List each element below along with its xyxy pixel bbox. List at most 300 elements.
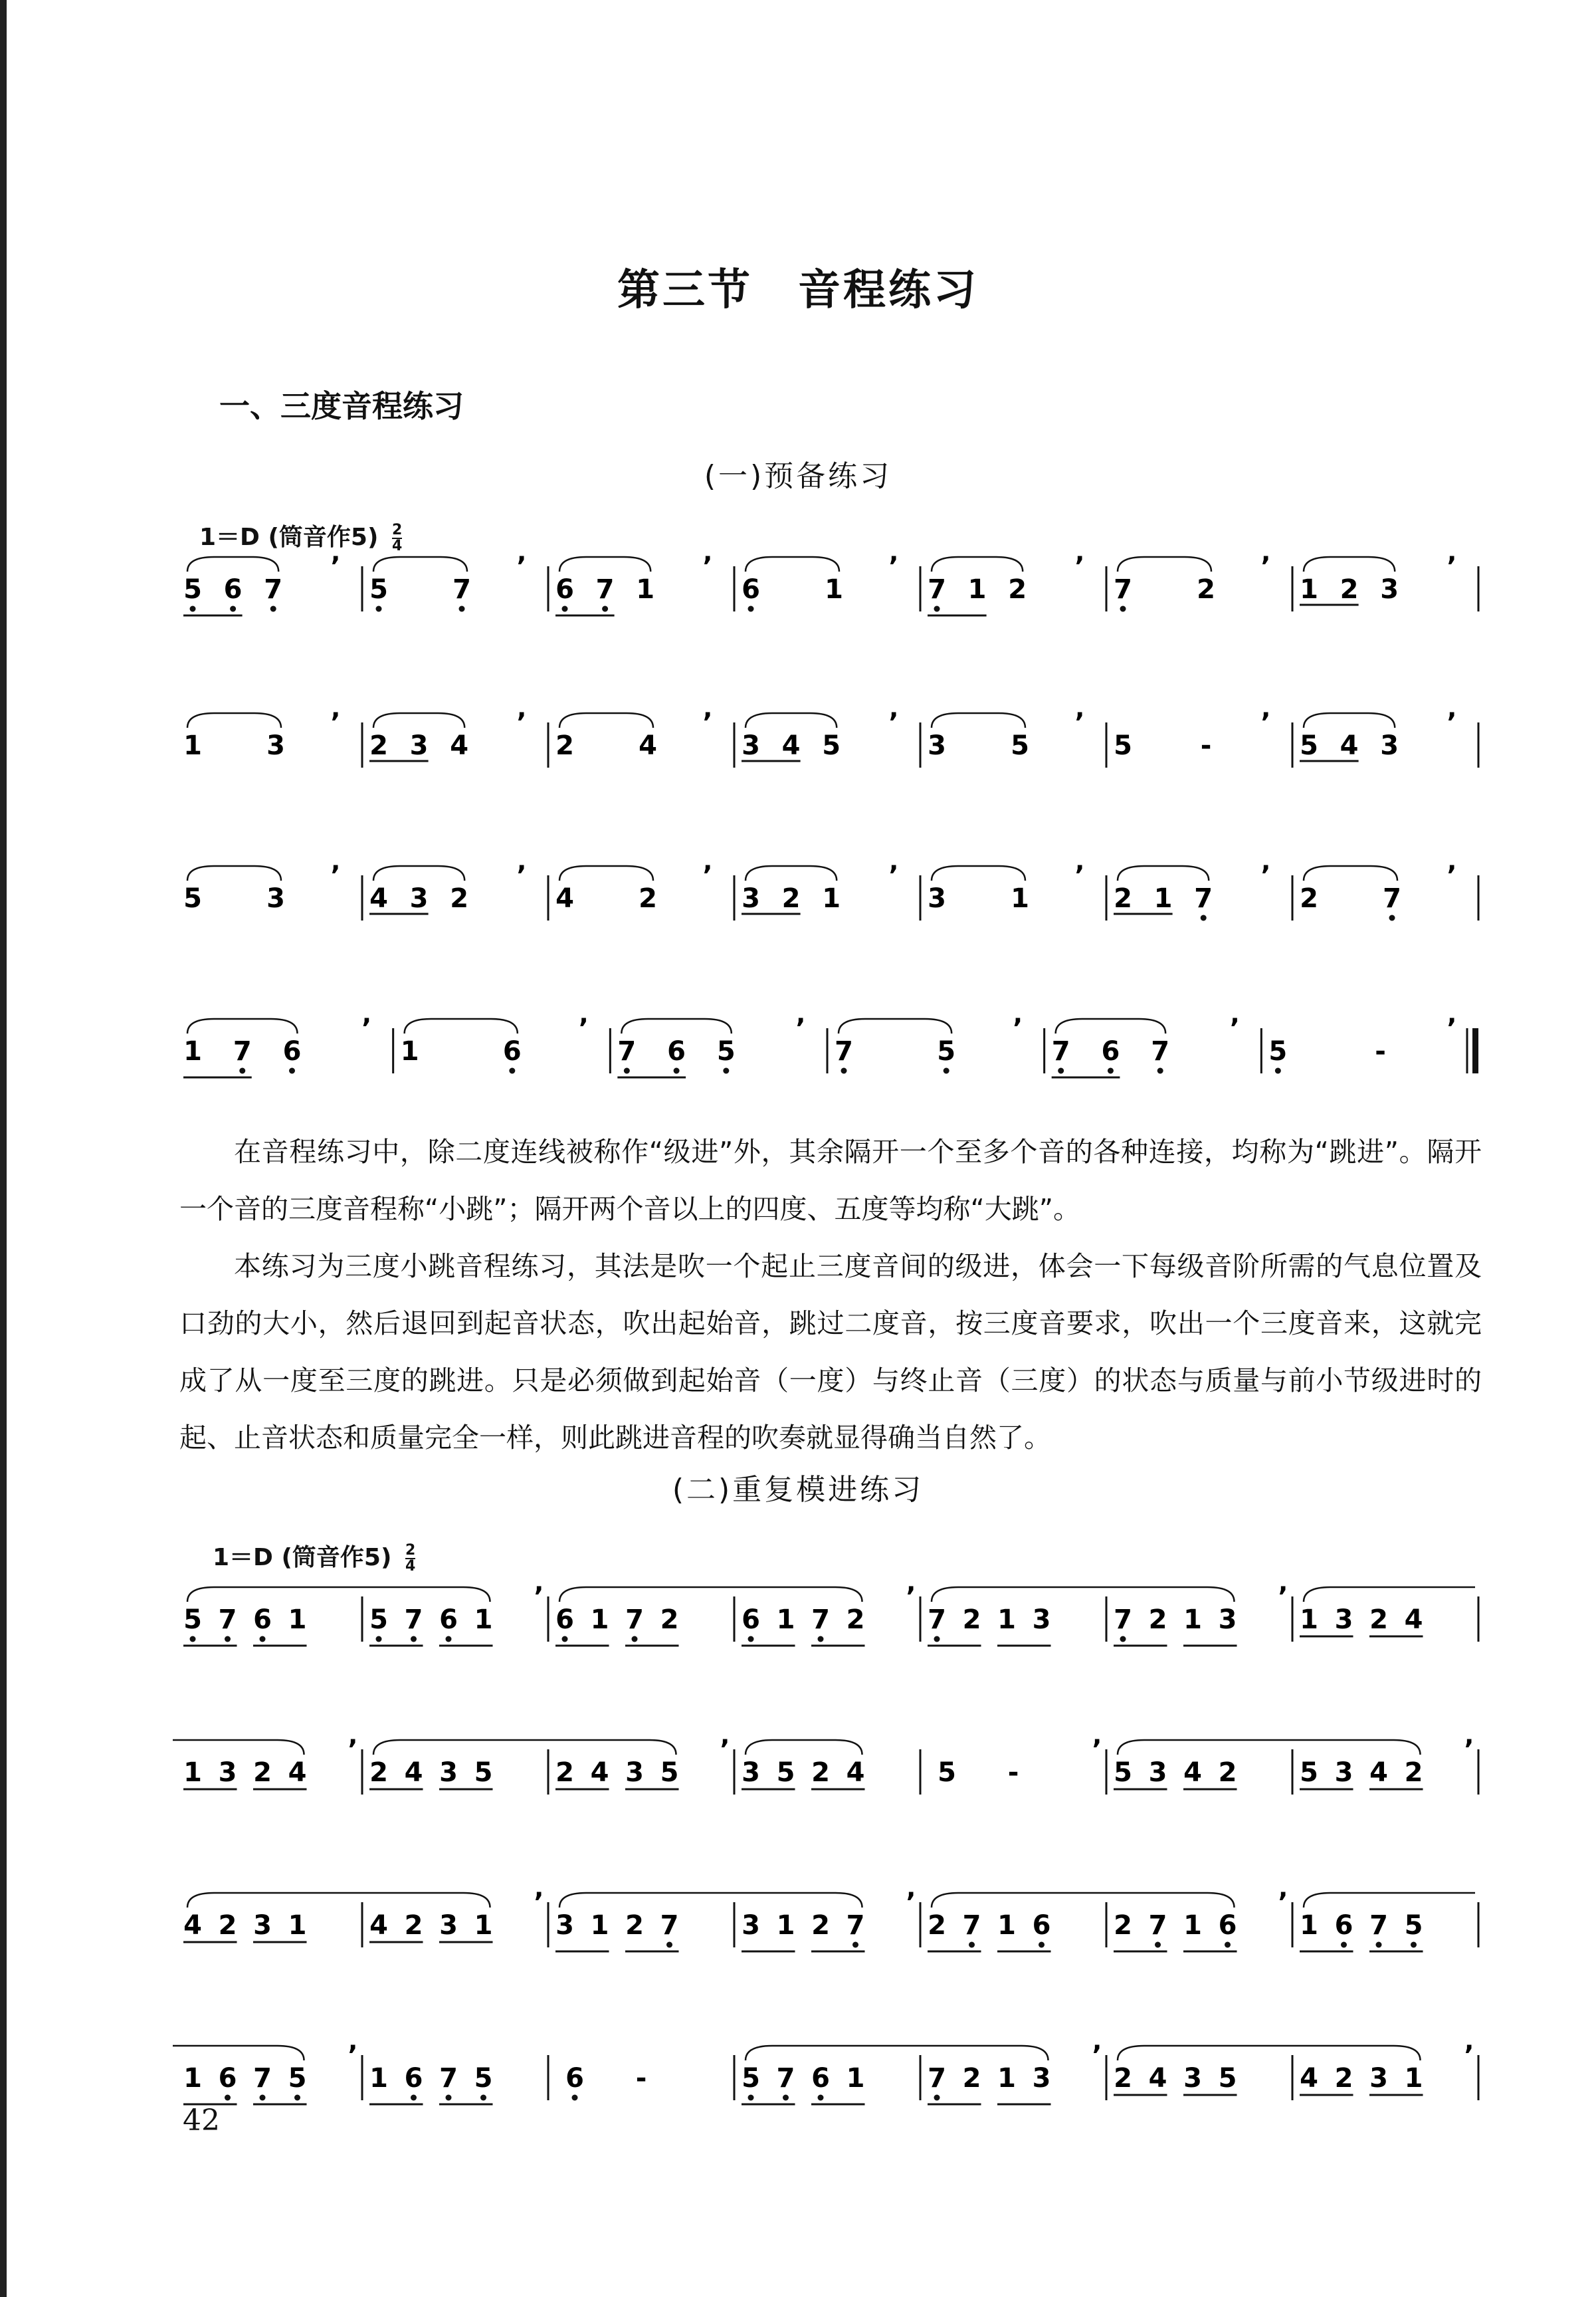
octave-dot	[818, 1636, 824, 1642]
note: 2	[962, 1604, 981, 1635]
breath-mark: ’	[888, 552, 899, 582]
breath-mark: ’	[1260, 861, 1271, 891]
slur	[932, 557, 1023, 572]
note: 1	[369, 2063, 388, 2094]
octave-dot	[289, 1068, 295, 1074]
note: 5	[1114, 730, 1132, 761]
slur	[1304, 866, 1397, 881]
breath-mark: ’	[888, 708, 899, 738]
note: 6	[555, 574, 574, 605]
note: 7	[660, 1910, 679, 1941]
note: 7	[617, 1036, 637, 1067]
breath-mark: ’	[578, 1014, 589, 1044]
note: 1	[825, 574, 843, 605]
octave-dot	[934, 606, 940, 612]
octave-dot	[509, 1068, 515, 1074]
slur	[746, 1740, 862, 1755]
octave-dot	[294, 2095, 300, 2101]
note: 2	[1114, 883, 1132, 914]
slur	[559, 557, 650, 572]
note: 3	[1183, 2063, 1202, 2094]
note: 6	[1218, 1910, 1237, 1941]
slur	[932, 1893, 1235, 1908]
octave-dot	[1157, 1068, 1163, 1074]
note: 2	[1340, 574, 1359, 605]
breath-mark: ’	[516, 708, 527, 738]
breath-mark: ’	[702, 552, 713, 582]
slur	[839, 1019, 951, 1034]
octave-dot	[674, 1068, 680, 1074]
note: 6	[218, 2063, 237, 2094]
breath-mark: ’	[1013, 1014, 1023, 1044]
final-barline	[1472, 1028, 1478, 1073]
note: 6	[404, 2063, 423, 2094]
note: 4	[183, 1910, 202, 1941]
note: 6	[1032, 1910, 1051, 1941]
slur	[746, 2046, 1048, 2060]
slur	[173, 1740, 304, 1755]
octave-dot	[562, 1636, 568, 1642]
note: 2	[1369, 1604, 1388, 1635]
slur	[1304, 713, 1395, 728]
note: 5	[1114, 1757, 1132, 1788]
note: 1	[846, 2063, 865, 2094]
note: 1	[474, 1910, 493, 1941]
slur	[1118, 1740, 1421, 1755]
note: 3	[409, 730, 429, 761]
octave-dot	[1108, 1068, 1114, 1074]
breath-mark: ’	[516, 552, 527, 582]
note: 7	[1148, 1910, 1167, 1941]
slur	[373, 557, 467, 572]
note: 4	[781, 730, 801, 761]
note: 1	[776, 1604, 795, 1635]
breath-mark: ’	[1446, 861, 1457, 891]
octave-dot	[480, 2095, 486, 2101]
breath-mark: ’	[348, 2040, 358, 2071]
breath-mark: ’	[1260, 552, 1271, 582]
note: 1	[997, 1910, 1016, 1941]
octave-dot	[1058, 1068, 1064, 1074]
octave-dot	[270, 606, 276, 612]
slur	[559, 1587, 862, 1602]
dash-mark: -	[1375, 1036, 1386, 1067]
page-number: 42	[183, 2104, 220, 2137]
note: 3	[439, 1910, 458, 1941]
note: 1	[400, 1036, 419, 1067]
note: 7	[811, 1604, 830, 1635]
note: 5	[1011, 730, 1029, 761]
note: 1	[776, 1910, 795, 1941]
note: 4	[369, 883, 388, 914]
note: 7	[835, 1036, 853, 1067]
note: 7	[1051, 1036, 1070, 1067]
paragraph-2: 本练习为三度小跳音程练习，其法是吹一个起止三度音间的级进，体会一下每级音阶所需的气息位置及口劲的大小，然后退回到起音状态，吹出起始音，跳过二度音，按三度音要求，吹出一个三度音来，这就完成了从一度至三度的跳进。只是必须做到起始音（一度）与终止音（三度）的状态与质量与前小节级进时的起、止音状态和质量完全一样，则此跳进音程的吹奏就显得确当自然了。	[179, 1250, 1482, 1454]
breath-mark: ’	[1278, 1582, 1288, 1612]
note: 3	[218, 1757, 237, 1788]
octave-dot	[446, 2095, 452, 2101]
note: 2	[811, 1910, 830, 1941]
dash-mark: -	[1007, 1757, 1019, 1788]
note: 7	[928, 574, 946, 605]
note: 1	[1300, 574, 1318, 605]
note: 7	[439, 2063, 458, 2094]
breath-mark: ’	[795, 1014, 806, 1044]
section-heading: 一、三度音程练习	[219, 388, 464, 424]
note: 7	[233, 1036, 252, 1067]
key-note: 5	[363, 1544, 381, 1571]
note: 1	[183, 1757, 202, 1788]
octave-dot	[748, 1636, 754, 1642]
octave-dot	[783, 2095, 789, 2101]
note: 2	[660, 1604, 679, 1635]
octave-dot	[1225, 1942, 1231, 1948]
note: 2	[1008, 574, 1027, 605]
note: 1	[1011, 883, 1029, 914]
octave-dot	[239, 1068, 245, 1074]
slur	[932, 1587, 1235, 1602]
octave-dot	[260, 2095, 266, 2101]
note: 6	[555, 1604, 574, 1635]
octave-dot	[190, 1636, 196, 1642]
note: 6	[1101, 1036, 1120, 1067]
note: 5	[288, 2063, 307, 2094]
breath-mark: ’	[906, 1582, 916, 1612]
octave-dot	[1389, 915, 1395, 921]
note: 2	[1300, 883, 1318, 914]
note: 3	[266, 730, 285, 761]
note: 3	[1334, 1757, 1353, 1788]
note: 5	[369, 574, 388, 605]
note: 1	[183, 2063, 202, 2094]
note: 4	[1404, 1604, 1423, 1635]
octave-dot	[666, 1942, 672, 1948]
note: 7	[452, 574, 471, 605]
note: 5	[1404, 1910, 1423, 1941]
note: 2	[846, 1604, 865, 1635]
note: 1	[590, 1910, 609, 1941]
slur	[187, 1893, 490, 1908]
note: 2	[625, 1910, 644, 1941]
slur	[746, 866, 837, 881]
octave-dot	[1376, 1942, 1382, 1948]
octave-dot	[934, 1636, 940, 1642]
note: 6	[742, 574, 760, 605]
octave-dot	[1341, 1942, 1347, 1948]
note: 2	[781, 883, 801, 914]
note: 7	[846, 1910, 865, 1941]
paragraph-1: 在音程练习中，除二度连线被称作“级进”外，其余隔开一个至多个音的各种连接，均称为“跳进”。隔开一个音的三度音程称“小跳”；隔开两个音以上的四度、五度等均称“大跳”。	[179, 1136, 1482, 1225]
note: 4	[288, 1757, 307, 1788]
note: 2	[555, 1757, 574, 1788]
note: 3	[742, 1757, 760, 1788]
octave-dot	[632, 1636, 638, 1642]
note: 7	[1194, 883, 1213, 914]
note: 5	[474, 1757, 493, 1788]
octave-dot	[411, 2095, 417, 2101]
slur	[1118, 866, 1209, 881]
dash-mark: -	[1200, 730, 1212, 761]
note: 2	[450, 883, 469, 914]
note: 1	[822, 883, 841, 914]
note: 7	[928, 2063, 946, 2094]
slur	[173, 2046, 304, 2060]
slur	[187, 557, 278, 572]
slur	[621, 1019, 731, 1034]
note: 2	[1404, 1757, 1423, 1788]
slur	[746, 557, 839, 572]
slur	[373, 866, 464, 881]
note: 6	[742, 1604, 760, 1635]
octave-dot	[1201, 915, 1207, 921]
note: 3	[928, 730, 946, 761]
breath-mark: ’	[1092, 1735, 1102, 1765]
breath-mark: ’	[1446, 1014, 1457, 1044]
note: 5	[1218, 2063, 1237, 2094]
octave-dot	[1275, 1068, 1281, 1074]
octave-dot	[225, 2095, 231, 2101]
slur	[1118, 2046, 1421, 2060]
octave-dot	[190, 606, 196, 612]
note: 6	[565, 2063, 584, 2094]
note: 3	[1032, 2063, 1051, 2094]
breath-mark: ’	[1278, 1888, 1288, 1918]
note: 2	[1197, 574, 1215, 605]
key-note: 5	[350, 524, 367, 551]
breath-mark: ’	[330, 861, 341, 891]
note: 5	[776, 1757, 795, 1788]
octave-dot	[376, 1636, 382, 1642]
octave-dot	[1155, 1942, 1161, 1948]
note: 1	[1183, 1604, 1202, 1635]
key-label: 1＝D (筒音作	[199, 524, 351, 551]
note: 5	[938, 1757, 956, 1788]
slur	[1304, 1587, 1475, 1602]
note: 4	[1369, 1757, 1388, 1788]
octave-dot	[723, 1068, 729, 1074]
note: 2	[811, 1757, 830, 1788]
note: 3	[742, 730, 760, 761]
note: 7	[928, 1604, 946, 1635]
note: 3	[1334, 1604, 1353, 1635]
breath-mark: ’	[1074, 708, 1085, 738]
note: 6	[667, 1036, 686, 1067]
slur	[746, 713, 837, 728]
octave-dot	[572, 2095, 578, 2101]
note: 1	[590, 1604, 609, 1635]
octave-dot	[459, 606, 465, 612]
note: 1	[967, 574, 987, 605]
octave-dot	[841, 1068, 847, 1074]
note: 2	[253, 1757, 272, 1788]
breath-mark: ’	[534, 1582, 544, 1612]
note: 1	[636, 574, 655, 605]
breath-mark: ’	[516, 861, 527, 891]
note: 5	[742, 2063, 760, 2094]
octave-dot	[969, 1942, 975, 1948]
slur	[187, 866, 281, 881]
key-label: 1＝D (筒音作	[213, 1544, 364, 1571]
note: 7	[1151, 1036, 1170, 1067]
slur	[1056, 1019, 1165, 1034]
note: 1	[288, 1604, 307, 1635]
key-tail: )	[367, 524, 379, 551]
note: 3	[1380, 730, 1399, 761]
note: 4	[1300, 2063, 1318, 2094]
note: 3	[1380, 574, 1399, 605]
breath-mark: ’	[361, 1014, 372, 1044]
octave-dot	[818, 2095, 824, 2101]
note: 3	[1032, 1604, 1051, 1635]
slur	[932, 866, 1025, 881]
octave-dot	[852, 1942, 858, 1948]
octave-dot	[562, 606, 568, 612]
octave-dot	[934, 2095, 940, 2101]
note: 1	[1153, 883, 1173, 914]
subsection-heading-1: (一)预备练习	[704, 459, 892, 493]
note: 5	[716, 1036, 736, 1067]
octave-dot	[1411, 1942, 1417, 1948]
note: 1	[288, 1910, 307, 1941]
time-signature: $\frac{2}{4}$	[405, 1542, 416, 1575]
note: 1	[997, 2063, 1016, 2094]
note: 2	[404, 1910, 423, 1941]
note: 4	[590, 1757, 609, 1788]
breath-mark: ’	[906, 1888, 916, 1918]
note: 5	[474, 2063, 493, 2094]
note: 4	[404, 1757, 423, 1788]
octave-dot	[376, 606, 382, 612]
page-title: 第三节 音程练习	[617, 265, 979, 315]
note: 3	[253, 1910, 272, 1941]
octave-dot	[1120, 606, 1126, 612]
slur	[1304, 1893, 1475, 1908]
breath-mark: ’	[330, 552, 341, 582]
note: 3	[555, 1910, 574, 1941]
slur	[1118, 557, 1211, 572]
breath-mark: ’	[348, 1735, 358, 1765]
note: 5	[369, 1604, 388, 1635]
note: 2	[1334, 2063, 1353, 2094]
octave-dot	[602, 606, 608, 612]
breath-mark: ’	[702, 708, 713, 738]
breath-mark: ’	[1092, 2040, 1102, 2071]
note: 2	[369, 730, 388, 761]
note: 5	[822, 730, 841, 761]
slur	[559, 1893, 862, 1908]
slur	[559, 866, 653, 881]
note: 3	[1369, 2063, 1388, 2094]
note: 5	[1300, 730, 1318, 761]
subsection-heading-2: (二)重复模进练习	[672, 1473, 924, 1507]
slur	[187, 1019, 297, 1034]
slur	[187, 1587, 490, 1602]
note: 2	[1114, 2063, 1132, 2094]
note: 1	[1183, 1910, 1202, 1941]
note: 6	[439, 1604, 458, 1635]
octave-dot	[1120, 1636, 1126, 1642]
slur	[405, 1019, 518, 1034]
note: 6	[223, 574, 243, 605]
note: 1	[997, 1604, 1016, 1635]
note: 5	[183, 883, 202, 914]
note: 1	[1404, 2063, 1423, 2094]
note: 2	[928, 1910, 946, 1941]
note: 3	[1218, 1604, 1237, 1635]
note: 7	[962, 1910, 981, 1941]
breath-mark: ’	[1074, 861, 1085, 891]
note: 1	[1300, 1910, 1318, 1941]
octave-dot	[748, 2095, 754, 2101]
key-tail: )	[380, 1544, 392, 1571]
breath-mark: ’	[1260, 708, 1271, 738]
note: 7	[264, 574, 283, 605]
note: 5	[183, 574, 202, 605]
note: 4	[1148, 2063, 1167, 2094]
slur	[187, 713, 281, 728]
slur	[373, 1740, 676, 1755]
note: 5	[183, 1604, 202, 1635]
octave-dot	[230, 606, 236, 612]
note: 4	[555, 883, 574, 914]
note: 4	[846, 1757, 865, 1788]
dash-mark: -	[635, 2063, 647, 2094]
note: 7	[595, 574, 615, 605]
note: 2	[962, 2063, 981, 2094]
breath-mark: ’	[1464, 2040, 1474, 2071]
note: 4	[450, 730, 469, 761]
note: 7	[625, 1604, 644, 1635]
note: 6	[811, 2063, 830, 2094]
note: 6	[1334, 1910, 1353, 1941]
breath-mark: ’	[720, 1735, 730, 1765]
note: 4	[1183, 1757, 1202, 1788]
note: 1	[474, 1604, 493, 1635]
slur	[1304, 557, 1395, 572]
note: 5	[937, 1036, 956, 1067]
octave-dot	[1039, 1942, 1045, 1948]
note: 7	[253, 2063, 272, 2094]
note: 1	[1300, 1604, 1318, 1635]
note: 2	[555, 730, 574, 761]
octave-dot	[446, 1636, 452, 1642]
note: 4	[369, 1910, 388, 1941]
octave-dot	[624, 1068, 630, 1074]
breath-mark: ’	[1074, 552, 1085, 582]
note: 1	[183, 1036, 202, 1067]
note: 7	[1383, 883, 1401, 914]
slur	[559, 713, 653, 728]
note: 7	[776, 2063, 795, 2094]
time-signature: $\frac{2}{4}$	[391, 522, 403, 554]
note: 7	[1369, 1910, 1388, 1941]
note: 2	[218, 1910, 237, 1941]
breath-mark: ’	[534, 1888, 544, 1918]
note: 7	[218, 1604, 237, 1635]
note: 3	[928, 883, 946, 914]
slur	[373, 713, 464, 728]
note: 3	[409, 883, 429, 914]
note: 2	[1218, 1757, 1237, 1788]
breath-mark: ’	[888, 861, 899, 891]
note: 5	[660, 1757, 679, 1788]
note: 3	[1148, 1757, 1167, 1788]
note: 3	[625, 1757, 644, 1788]
breath-mark: ’	[1229, 1014, 1240, 1044]
note: 7	[1114, 1604, 1132, 1635]
note: 2	[639, 883, 657, 914]
note: 6	[282, 1036, 302, 1067]
